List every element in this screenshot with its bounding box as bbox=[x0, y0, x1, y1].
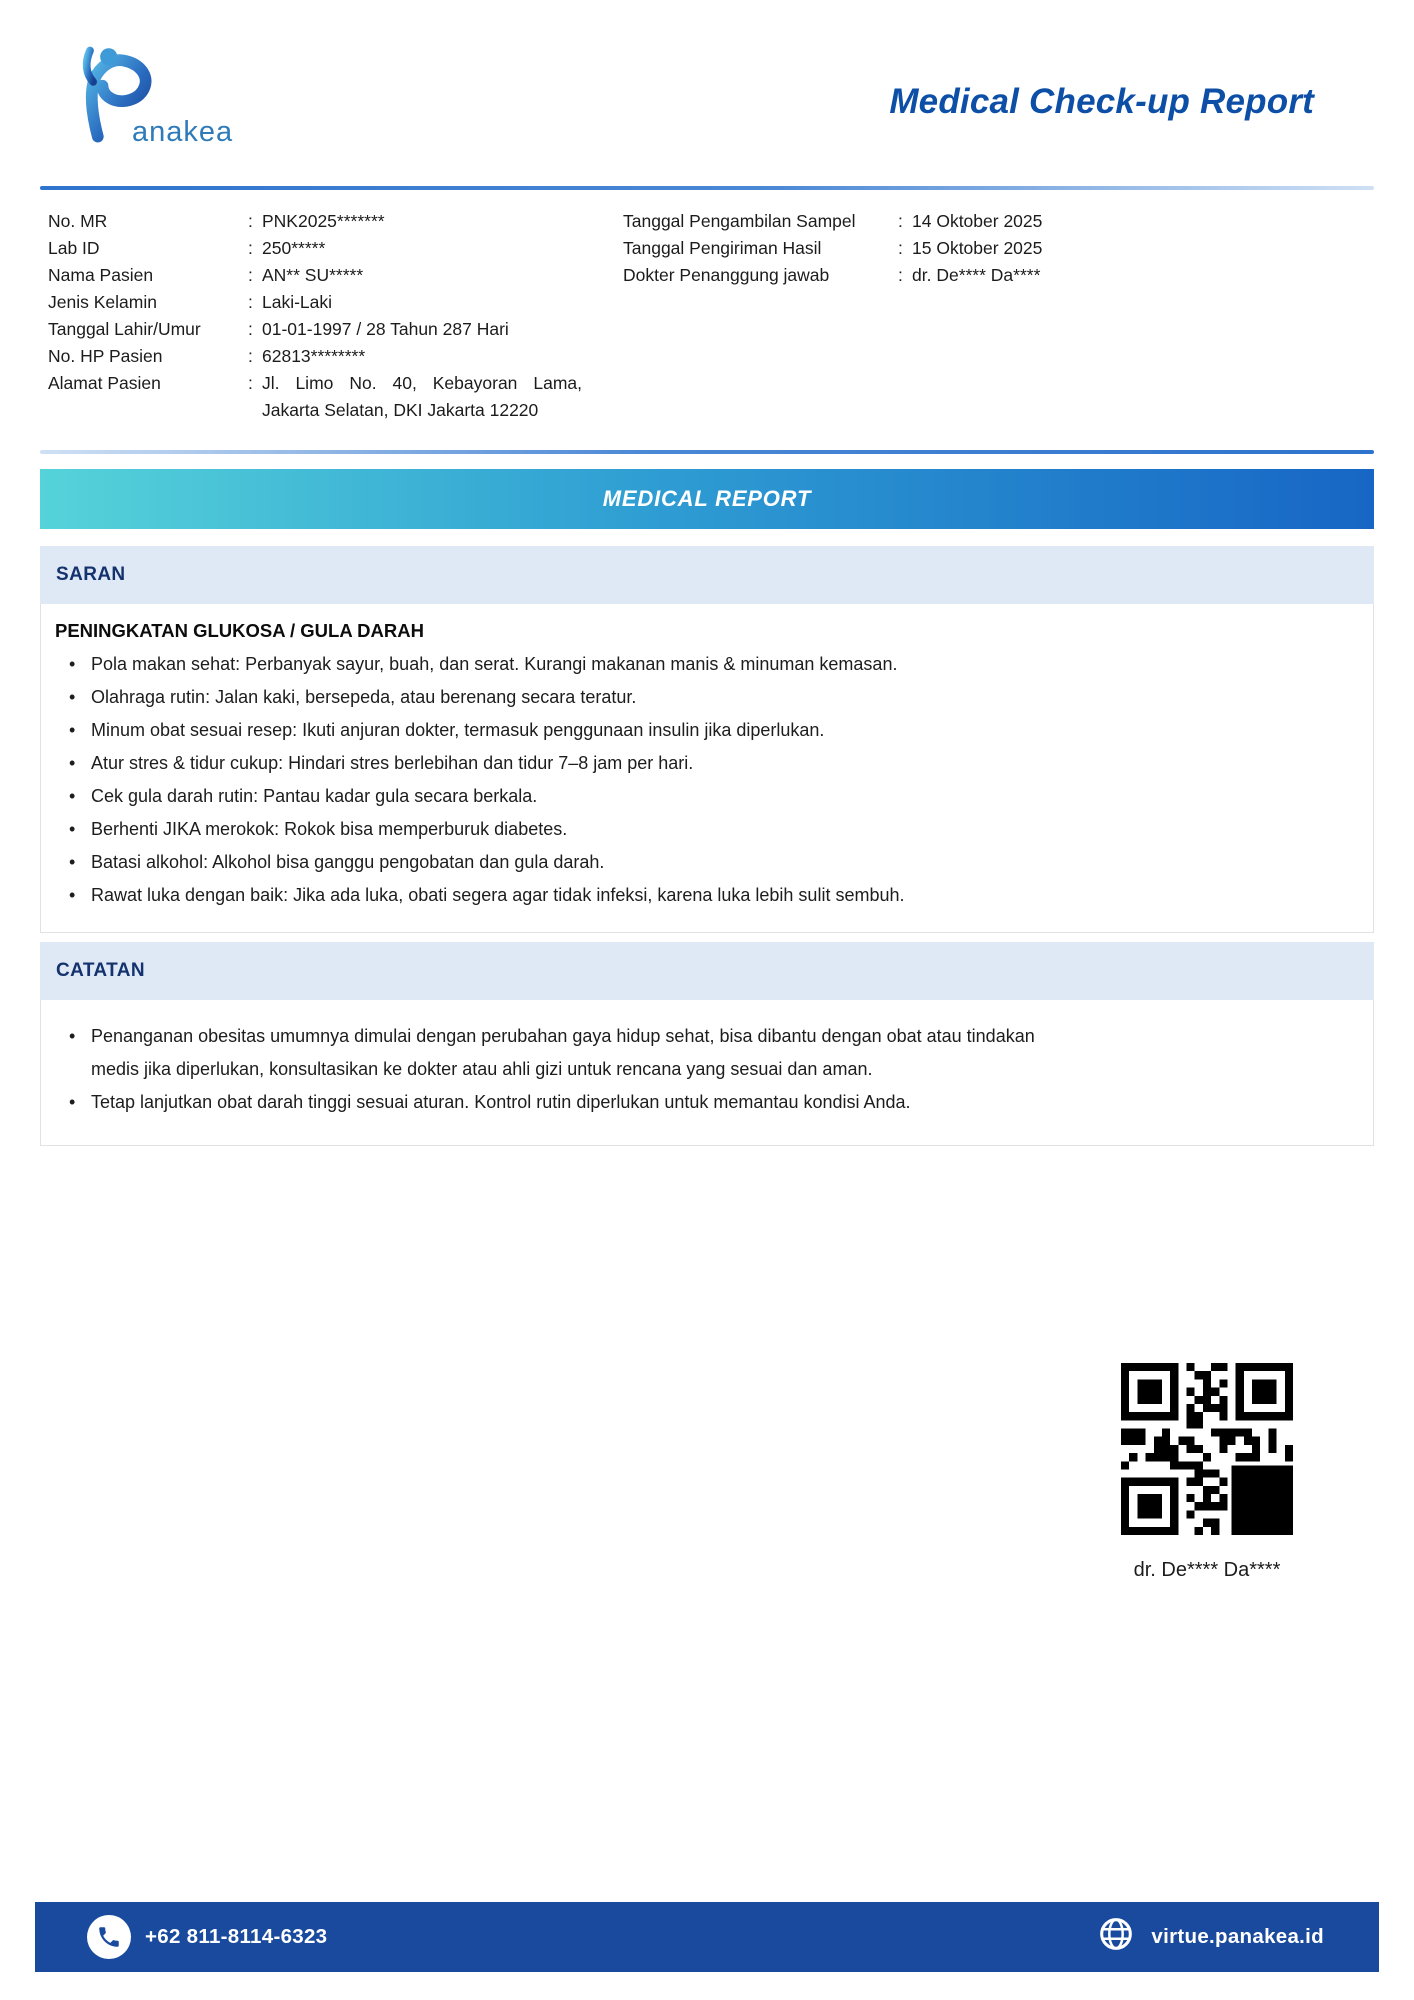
saran-section-header bbox=[40, 546, 1374, 604]
colon-separator: : bbox=[248, 373, 253, 393]
info-label: Tanggal Pengiriman Hasil bbox=[623, 238, 822, 258]
catatan-section bbox=[40, 942, 1374, 1146]
info-value: 250***** bbox=[262, 238, 326, 258]
bullet-item: • Cek gula darah rutin: Pantau kadar gula secara berkala. bbox=[67, 780, 1357, 813]
panakea-logo bbox=[72, 40, 292, 160]
phone-number: +62 811-8114-6323 bbox=[145, 1925, 328, 1948]
info-value: 15 Oktober 2025 bbox=[912, 238, 1043, 258]
info-label: Jenis Kelamin bbox=[48, 292, 157, 312]
medical-report-banner bbox=[40, 469, 1374, 529]
colon-separator: : bbox=[898, 265, 903, 285]
info-value: Laki-Laki bbox=[262, 292, 333, 312]
info-row bbox=[48, 262, 623, 289]
bullet-item: • Penanganan obesitas umumnya dimulai dengan perubahan gaya hidup sehat, bisa dibantu dengan obat atau tindakan medis jika diperlukan, konsultasikan ke dokter atau ahli gizi untuk rencana yang sesuai dan aman. bbox=[67, 1020, 1077, 1086]
header bbox=[0, 0, 1414, 186]
info-row bbox=[48, 235, 623, 262]
info-row bbox=[48, 370, 623, 424]
info-label: Nama Pasien bbox=[48, 265, 154, 285]
catatan-section-header bbox=[40, 942, 1374, 1000]
colon-separator: : bbox=[248, 211, 253, 231]
colon-separator: : bbox=[248, 238, 253, 258]
bullet-item: • Minum obat sesuai resep: Ikuti anjuran dokter, termasuk penggunaan insulin jika diperlukan. bbox=[67, 714, 1357, 747]
website-url: virtue.panakea.id bbox=[1151, 1925, 1324, 1948]
info-label: Lab ID bbox=[48, 238, 100, 258]
saran-section-body bbox=[40, 604, 1374, 933]
info-value: 01-01-1997 / 28 Tahun 287 Hari bbox=[262, 319, 509, 339]
catatan-bullet-list bbox=[55, 1020, 1357, 1119]
bottom-divider bbox=[40, 450, 1374, 454]
catatan-section-body bbox=[40, 1000, 1374, 1146]
catatan-heading: CATATAN bbox=[56, 960, 145, 981]
report-title: Medical Check-up Report bbox=[889, 82, 1314, 121]
info-row bbox=[623, 235, 1366, 262]
footer-phone bbox=[87, 1915, 327, 1959]
info-row bbox=[623, 262, 1366, 289]
bullet-item: • Atur stres & tidur cukup: Hindari stres berlebihan dan tidur 7–8 jam per hari. bbox=[67, 747, 1357, 780]
bullet-item: • Batasi alkohol: Alkohol bisa ganggu pengobatan dan gula darah. bbox=[67, 846, 1357, 879]
bullet-item: • Olahraga rutin: Jalan kaki, bersepeda, atau berenang secara teratur. bbox=[67, 681, 1357, 714]
colon-separator: : bbox=[898, 238, 903, 258]
bullet-item: • Berhenti JIKA merokok: Rokok bisa memperburuk diabetes. bbox=[67, 813, 1357, 846]
info-value: 14 Oktober 2025 bbox=[912, 211, 1043, 231]
recommendation-heading: PENINGKATAN GLUKOSA / GULA DARAH bbox=[55, 620, 424, 641]
phone-icon bbox=[87, 1915, 131, 1959]
colon-separator: : bbox=[248, 292, 253, 312]
info-label: No. HP Pasien bbox=[48, 346, 163, 366]
doctor-name: dr. De**** Da**** bbox=[1133, 1559, 1281, 1581]
colon-separator: : bbox=[898, 211, 903, 231]
saran-heading: SARAN bbox=[56, 564, 126, 585]
info-value: dr. De**** Da**** bbox=[912, 265, 1041, 285]
bullet-item: • Rawat luka dengan baik: Jika ada luka, obati segera agar tidak infeksi, karena luka lebih sulit sembuh. bbox=[67, 879, 1357, 912]
globe-icon bbox=[1095, 1913, 1137, 1961]
qr-signature-block bbox=[1092, 1363, 1322, 1582]
info-row bbox=[623, 208, 1366, 235]
banner-title: MEDICAL REPORT bbox=[602, 486, 812, 511]
info-label: Dokter Penanggung jawab bbox=[623, 265, 830, 285]
patient-info-right bbox=[623, 208, 1366, 424]
info-row bbox=[48, 316, 623, 343]
info-label: Tanggal Pengambilan Sampel bbox=[623, 211, 856, 231]
bullet-item: • Tetap lanjutkan obat darah tinggi sesuai aturan. Kontrol rutin diperlukan untuk memantau kondisi Anda. bbox=[67, 1086, 1077, 1119]
bullet-item: • Pola makan sehat: Perbanyak sayur, buah, dan serat. Kurangi makanan manis & minuman kemasan. bbox=[67, 648, 1357, 681]
footer-website bbox=[1095, 1913, 1324, 1961]
info-value: PNK2025******* bbox=[262, 211, 385, 231]
colon-separator: : bbox=[248, 319, 253, 339]
patient-info-left bbox=[48, 208, 623, 424]
info-label: Alamat Pasien bbox=[48, 373, 161, 393]
logo-text: anakea bbox=[132, 116, 234, 148]
info-row bbox=[48, 289, 623, 316]
patient-info-section bbox=[40, 190, 1374, 450]
footer-bar bbox=[35, 1902, 1379, 1972]
info-value: AN** SU***** bbox=[262, 265, 364, 285]
info-row bbox=[48, 343, 623, 370]
info-row bbox=[48, 208, 623, 235]
info-label: Tanggal Lahir/Umur bbox=[48, 319, 201, 339]
info-value: Jl. Limo No. 40, Kebayoran Lama, Jakarta Selatan, DKI Jakarta 12220 bbox=[262, 373, 582, 420]
saran-bullet-list bbox=[55, 648, 1357, 912]
saran-section bbox=[40, 546, 1374, 933]
info-label: No. MR bbox=[48, 211, 108, 231]
qr-code bbox=[1121, 1363, 1293, 1535]
colon-separator: : bbox=[248, 346, 253, 366]
colon-separator: : bbox=[248, 265, 253, 285]
info-value: 62813******** bbox=[262, 346, 366, 366]
